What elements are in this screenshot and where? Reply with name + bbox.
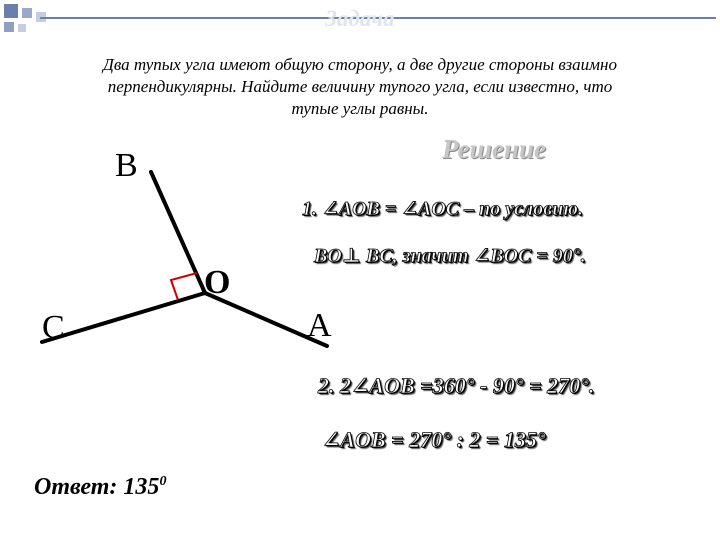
solution-step-3: 2. 2∠AOB =360° - 90° = 270°. (318, 373, 595, 398)
answer-superscript: 0 (159, 474, 167, 489)
label-o: O (204, 264, 231, 301)
ray-oc (42, 293, 205, 342)
answer (34, 474, 166, 501)
answer-text: Ответ: 135 (34, 474, 160, 500)
problem-line-2: перпендикулярны. Найдите величину тупого угла, если известно, что (107, 77, 613, 96)
problem-line-3: тупые углы равны. (291, 99, 429, 118)
page-title: Задача (325, 6, 395, 31)
label-c: C (42, 309, 65, 346)
solution-step-2: BO⊥ BC, значит ∠BOC = 90°. (314, 245, 586, 267)
solution-step-1: 1. ∠AOB = ∠AOC – по условию. (302, 198, 583, 220)
solution-heading: Решение (442, 134, 546, 164)
label-a: A (307, 307, 332, 344)
solution-step-4: ∠AOB = 270° : 2 = 135° (322, 427, 546, 452)
ray-ob (151, 172, 205, 293)
label-b: B (115, 147, 138, 184)
problem-line-1: Два тупых угла имеют общую сторону, а две другие стороны взаимно (103, 55, 617, 74)
